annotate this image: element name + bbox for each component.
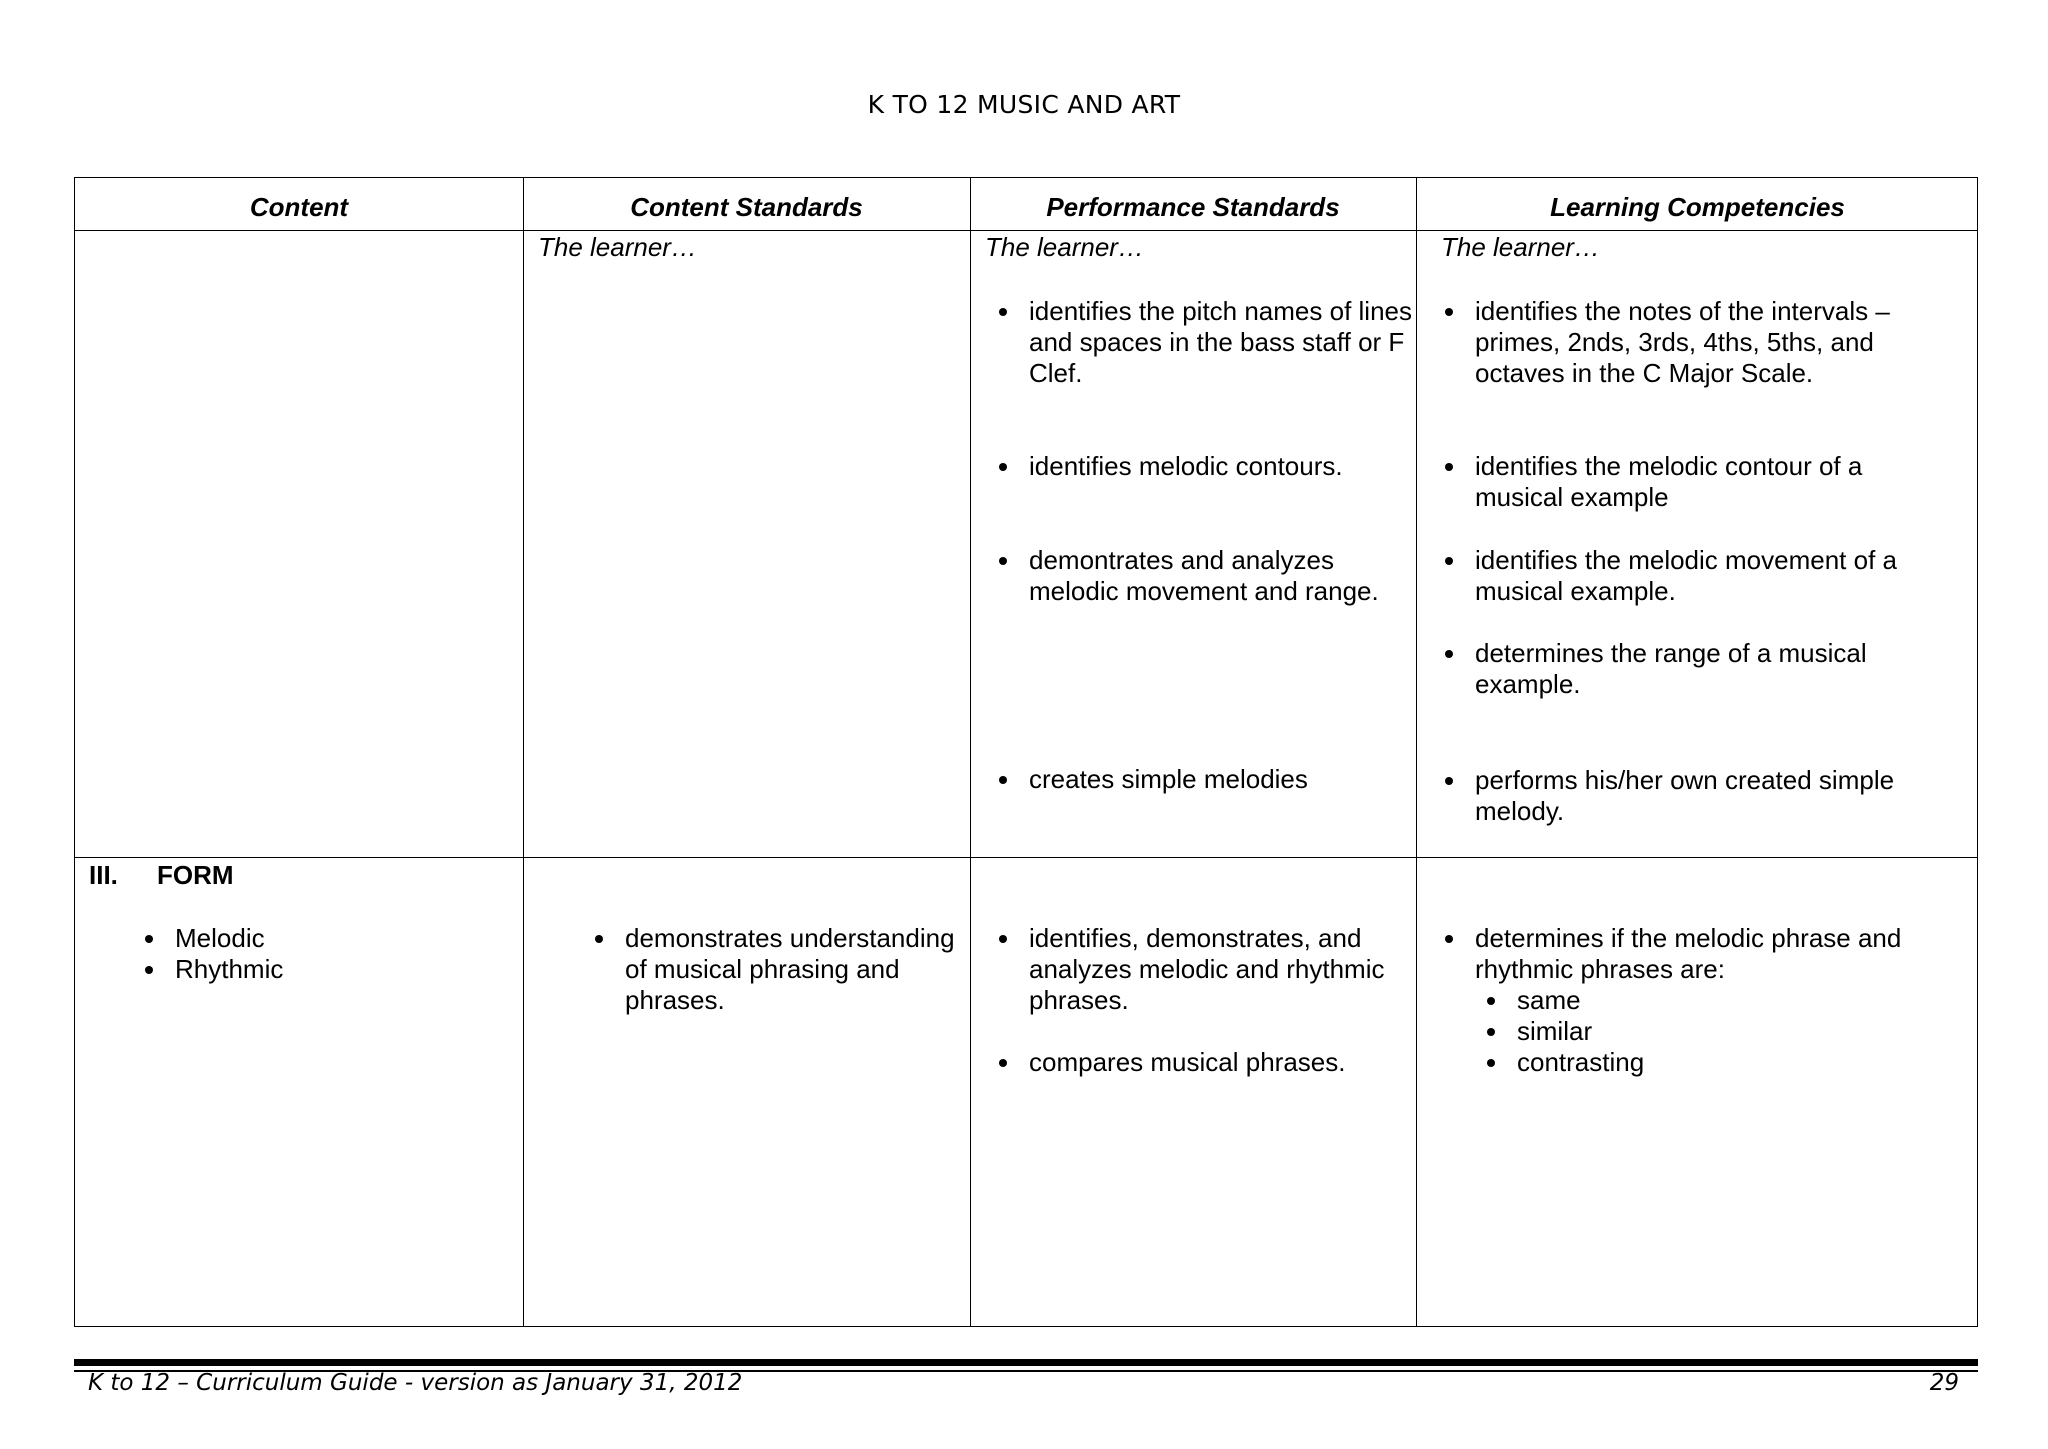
list-item: identifies, demonstrates, and analyzes melodic and rhythmic phrases.	[987, 923, 1417, 1016]
list-item: demontrates and analyzes melodic movement and range.	[987, 545, 1417, 607]
footer-rule	[74, 1359, 1978, 1366]
content-items-list	[133, 923, 513, 985]
list-item: Rhythmic	[133, 954, 513, 985]
header-row-divider	[75, 230, 1977, 231]
learning-competencies-list	[1433, 545, 1913, 607]
performance-standards-list	[987, 545, 1417, 607]
column-header-learning-competencies: Learning Competencies	[1550, 192, 1845, 222]
learning-competencies-list	[1433, 923, 1933, 1078]
list-item: creates simple melodies	[987, 764, 1417, 795]
list-item: Melodic	[133, 923, 513, 954]
list-item: identifies the pitch names of lines and spaces in the bass staff or F Clef.	[987, 296, 1417, 389]
list-item: compares musical phrases.	[987, 1047, 1417, 1078]
learner-intro: The learner…	[1441, 232, 1600, 262]
list-item: identifies the melodic movement of a musical example.	[1433, 545, 1913, 607]
column-header-performance-standards: Performance Standards	[1046, 192, 1340, 222]
content-section-title	[89, 860, 509, 891]
column-header-content: Content	[249, 192, 349, 222]
learning-competencies-list	[1433, 765, 1913, 827]
list-item: identifies the melodic contour of a musical example	[1433, 451, 1913, 513]
list-item: identifies melodic contours.	[987, 451, 1417, 482]
competency-text: determines if the melodic phrase and rhythmic phrases are:	[1475, 923, 1902, 984]
section-title: FORM	[157, 860, 234, 890]
column-divider	[970, 178, 971, 1326]
column-divider	[523, 178, 524, 1326]
performance-standards-list	[987, 923, 1417, 1016]
competency-sub-list	[1475, 985, 1933, 1078]
list-item: determines the range of a musical example.	[1433, 638, 1913, 700]
learner-intro: The learner…	[538, 232, 697, 262]
learner-intro: The learner…	[985, 232, 1144, 262]
row-divider	[75, 857, 1977, 858]
learning-competencies-list	[1433, 638, 1913, 700]
column-header-content-standards: Content Standards	[630, 192, 863, 222]
list-item: performs his/her own created simple melody.	[1433, 765, 1913, 827]
list-item: identifies the notes of the intervals – primes, 2nds, 3rds, 4ths, 5ths, and octaves in the C Major Scale.	[1433, 296, 1913, 389]
sub-list-item: same	[1475, 985, 1933, 1016]
learning-competencies-list	[1433, 296, 1913, 389]
performance-standards-list	[987, 1047, 1417, 1078]
page-number: 29	[1929, 1370, 1959, 1396]
performance-standards-list	[987, 451, 1417, 482]
performance-standards-list	[987, 764, 1417, 795]
content-standards-list	[583, 923, 963, 1016]
footer-version: K to 12 – Curriculum Guide - version as January 31, 2012	[88, 1370, 743, 1396]
performance-standards-list	[987, 296, 1417, 389]
sub-list-item: contrasting	[1475, 1047, 1933, 1078]
section-number: III.	[89, 860, 118, 890]
page-header: K TO 12 MUSIC AND ART	[867, 90, 1181, 119]
curriculum-table	[74, 177, 1978, 1327]
list-item	[1433, 923, 1933, 1078]
sub-list-item: similar	[1475, 1016, 1933, 1047]
learning-competencies-list	[1433, 451, 1913, 513]
list-item: demonstrates understanding of musical phrasing and phrases.	[583, 923, 963, 1016]
